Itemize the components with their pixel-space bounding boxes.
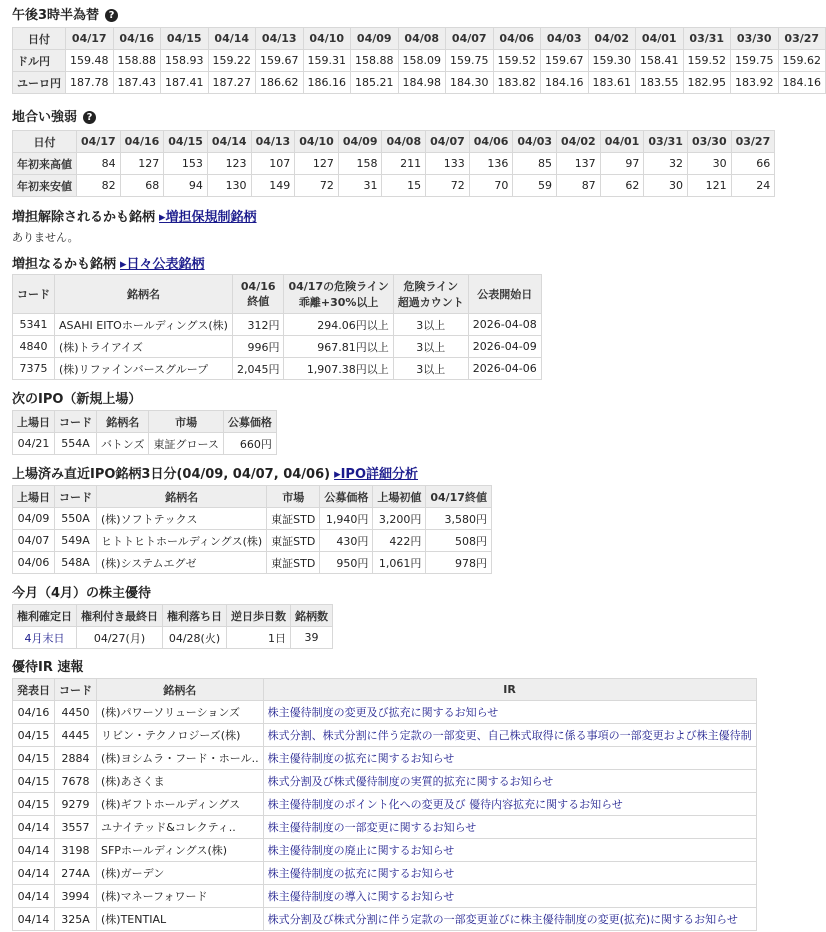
table-cell: リビン・テクノロジーズ(株) [97, 724, 264, 747]
table-cell: バトンズ [97, 433, 149, 455]
table-cell: 31 [338, 175, 382, 197]
header-cell: 04/17 [77, 131, 121, 153]
ir-table-wrap [12, 678, 755, 931]
header-row [13, 275, 542, 314]
table-cell: 5341 [13, 314, 55, 336]
table-row [13, 770, 757, 793]
table-row [13, 530, 492, 552]
header-cell: 04/10 [303, 28, 351, 50]
table-cell: 159.52 [493, 50, 541, 72]
table-cell: 7678 [55, 770, 97, 793]
header-cell: 公表開始日 [468, 275, 541, 314]
table-cell: 東証グロース [149, 433, 223, 455]
benefits-title: 今月（4月）の株主優待 [12, 586, 152, 601]
table-cell: 1,061円 [373, 552, 426, 574]
table-cell: 04/06 [13, 552, 55, 574]
table-cell: 04/14 [13, 839, 55, 862]
table-cell: 978円 [426, 552, 492, 574]
table-cell: 186.16 [303, 72, 351, 94]
header-cell: 04/16 終値 [232, 275, 284, 314]
margin-release-empty: ありません。 [12, 231, 79, 244]
table-row [13, 314, 542, 336]
table-cell: 325A [55, 908, 97, 931]
header-cell: 04/15 [161, 28, 209, 50]
header-cell-date: 日付 [13, 28, 66, 50]
table-cell: 184.98 [398, 72, 446, 94]
table-cell: 4840 [13, 336, 55, 358]
table-cell: 15 [382, 175, 426, 197]
header-cell: 04/08 [382, 131, 426, 153]
table-cell: 4450 [55, 701, 97, 724]
strength-section-title: 地合い強弱 ? [12, 106, 96, 125]
table-cell: 312円 [232, 314, 284, 336]
header-cell: 銘柄名 [97, 411, 149, 433]
link-cell[interactable]: 4月末日 [13, 627, 77, 649]
table-cell: 158.09 [398, 50, 446, 72]
header-cell: 04/01 [600, 131, 644, 153]
table-cell: 508円 [426, 530, 492, 552]
link-cell[interactable]: 株主優待制度の廃止に関するお知らせ [263, 839, 756, 862]
table-cell: 159.67 [541, 50, 589, 72]
table-cell: (株)TENTIAL [97, 908, 264, 931]
table-row [13, 793, 757, 816]
link-cell[interactable]: 株主優待制度の一部変更に関するお知らせ [263, 816, 756, 839]
table-cell: 548A [55, 552, 97, 574]
header-cell-date: 日付 [13, 131, 77, 153]
table-cell: 159.75 [731, 50, 779, 72]
table-cell: 159.75 [446, 50, 494, 72]
header-cell: 危険ライン 超過カウント [393, 275, 468, 314]
table-row [13, 552, 492, 574]
header-cell: 03/30 [687, 131, 731, 153]
header-cell: コード [55, 411, 97, 433]
header-cell: 04/09 [351, 28, 399, 50]
link-cell[interactable]: 株主優待制度のポイント化への変更及び 優待内容拡充に関するお知らせ [263, 793, 756, 816]
table-cell: 184.16 [778, 72, 826, 94]
header-cell: 04/14 [207, 131, 251, 153]
table-row [13, 816, 757, 839]
table-cell: (株)ガーデン [97, 862, 264, 885]
header-cell: 04/17 [66, 28, 114, 50]
table-cell: 159.48 [66, 50, 114, 72]
next-ipo-table [12, 410, 277, 455]
next-ipo-title: 次のIPO（新規上場） [12, 392, 142, 407]
table-cell: 2026-04-06 [468, 358, 541, 380]
table-cell: 04/14 [13, 816, 55, 839]
table-cell: 159.30 [588, 50, 636, 72]
table-cell: 187.78 [66, 72, 114, 94]
header-cell: 04/16 [113, 28, 161, 50]
table-cell: 185.21 [351, 72, 399, 94]
table-cell: 158.88 [113, 50, 161, 72]
table-cell: (株)トライアイズ [55, 336, 233, 358]
table-cell: 182.95 [683, 72, 731, 94]
row-label: 年初来高値 [13, 153, 77, 175]
table-cell: 4445 [55, 724, 97, 747]
table-cell: 62 [600, 175, 644, 197]
table-cell: ユナイテッド&コレクティ.. [97, 816, 264, 839]
header-cell: 03/30 [731, 28, 779, 50]
header-row [13, 28, 826, 50]
table-cell: 158.41 [636, 50, 684, 72]
header-cell: 03/27 [731, 131, 775, 153]
table-cell: 04/28(火) [163, 627, 227, 649]
fx-table [12, 27, 826, 94]
table-cell: 967.81円以上 [284, 336, 393, 358]
table-cell: 3,580円 [426, 508, 492, 530]
header-cell: 市場 [267, 486, 320, 508]
table-cell: 127 [295, 153, 339, 175]
header-cell: 04/17の危険ライン 乖離+30%以上 [284, 275, 393, 314]
fx-section-title: 午後3時半為替 ? [12, 4, 118, 23]
header-cell: コード [55, 486, 97, 508]
header-row [13, 679, 757, 701]
table-row [13, 433, 277, 455]
table-cell: 04/15 [13, 724, 55, 747]
table-cell: 133 [426, 153, 470, 175]
table-row [13, 72, 826, 94]
header-cell: 市場 [149, 411, 223, 433]
table-cell: 294.06円以上 [284, 314, 393, 336]
table-row [13, 153, 775, 175]
header-cell: 04/07 [426, 131, 470, 153]
table-row [13, 358, 542, 380]
header-cell: 04/09 [338, 131, 382, 153]
table-row [13, 336, 542, 358]
header-cell: コード [13, 275, 55, 314]
table-cell: 121 [687, 175, 731, 197]
header-cell: 権利付き最終日 [77, 605, 163, 627]
table-cell: 72 [295, 175, 339, 197]
table-cell: ヒトトヒトホールディングス(株) [97, 530, 267, 552]
table-cell: 550A [55, 508, 97, 530]
table-cell: 1,907.38円以上 [284, 358, 393, 380]
table-cell: 東証STD [267, 552, 320, 574]
table-cell: 183.61 [588, 72, 636, 94]
table-row [13, 885, 757, 908]
table-cell: (株)パワーソリューションズ [97, 701, 264, 724]
table-cell: 04/27(月) [77, 627, 163, 649]
table-cell: 04/14 [13, 862, 55, 885]
table-cell: 123 [207, 153, 251, 175]
table-cell: 153 [164, 153, 208, 175]
table-cell: 159.52 [683, 50, 731, 72]
table-cell: (株)あさくま [97, 770, 264, 793]
table-cell: (株)ヨシムラ・フード・ホール.. [97, 747, 264, 770]
header-cell: 公募価格 [320, 486, 373, 508]
table-cell: 184.30 [446, 72, 494, 94]
table-cell: 187.43 [113, 72, 161, 94]
header-cell: 上場日 [13, 486, 55, 508]
header-cell: 03/31 [683, 28, 731, 50]
fx-table-wrap [12, 27, 821, 94]
table-cell: 159.67 [256, 50, 304, 72]
header-cell: 04/07 [446, 28, 494, 50]
table-cell: 3557 [55, 816, 97, 839]
table-cell: 04/15 [13, 770, 55, 793]
header-cell: コード [55, 679, 97, 701]
table-cell: 85 [513, 153, 557, 175]
table-cell: 24 [731, 175, 775, 197]
recent-ipo-title: 上場済み直近IPO銘柄3日分(04/09, 04/07, 04/06) ▸IPO詳細分析 [12, 467, 419, 482]
table-cell: 184.16 [541, 72, 589, 94]
table-cell: 04/15 [13, 793, 55, 816]
ir-table [12, 678, 757, 931]
table-cell: 430円 [320, 530, 373, 552]
table-cell: SFPホールディングス(株) [97, 839, 264, 862]
table-cell: 186.62 [256, 72, 304, 94]
table-cell: 422円 [373, 530, 426, 552]
ipo-analysis-link[interactable]: ▸IPO詳細分析 [334, 467, 419, 482]
margin-release-title: 増担解除されるかも銘柄 ▸増担保規制銘柄 [12, 210, 257, 225]
header-cell: 公募価格 [223, 411, 276, 433]
header-cell: 04/03 [513, 131, 557, 153]
table-cell: ASAHI EITOホールディングス(株) [55, 314, 233, 336]
header-cell: IR [263, 679, 756, 701]
link-cell[interactable]: 株式分割、株式分割に伴う定款の一部変更、自己株式取得に係る事項の一部変更および株主優待制 [263, 724, 756, 747]
table-cell: (株)マネーフォワード [97, 885, 264, 908]
table-cell: 30 [644, 175, 688, 197]
header-cell: 銘柄名 [55, 275, 233, 314]
table-cell: 66 [731, 153, 775, 175]
table-cell: 04/14 [13, 885, 55, 908]
header-cell: 04/02 [588, 28, 636, 50]
table-row [13, 175, 775, 197]
strength-table [12, 130, 775, 197]
header-cell: 銘柄名 [97, 486, 267, 508]
table-cell: 2026-04-09 [468, 336, 541, 358]
table-cell: 187.41 [161, 72, 209, 94]
table-row [13, 508, 492, 530]
table-cell: 04/16 [13, 701, 55, 724]
header-cell: 04/06 [493, 28, 541, 50]
table-cell: 211 [382, 153, 426, 175]
table-cell: 70 [469, 175, 513, 197]
table-cell: 68 [120, 175, 164, 197]
table-cell: 158.93 [161, 50, 209, 72]
table-cell: (株)システムエグゼ [97, 552, 267, 574]
header-cell: 03/31 [644, 131, 688, 153]
header-cell: 04/15 [164, 131, 208, 153]
header-row [13, 131, 775, 153]
table-row [13, 747, 757, 770]
row-label: 年初来安値 [13, 175, 77, 197]
table-cell: 274A [55, 862, 97, 885]
header-row [13, 605, 333, 627]
header-cell: 03/27 [778, 28, 826, 50]
table-cell: 554A [55, 433, 97, 455]
table-cell: 84 [77, 153, 121, 175]
table-cell: 1日 [227, 627, 291, 649]
table-cell: 149 [251, 175, 295, 197]
header-cell: 逆日歩日数 [227, 605, 291, 627]
row-label: ユーロ円 [13, 72, 66, 94]
table-cell: 94 [164, 175, 208, 197]
table-cell: (株)リファインバースグループ [55, 358, 233, 380]
header-cell: 04/16 [120, 131, 164, 153]
table-cell: 04/09 [13, 508, 55, 530]
header-cell: 04/13 [256, 28, 304, 50]
header-cell: 銘柄名 [97, 679, 264, 701]
table-cell: 3198 [55, 839, 97, 862]
header-cell: 04/14 [208, 28, 256, 50]
table-cell: 87 [557, 175, 601, 197]
table-cell: 127 [120, 153, 164, 175]
table-cell: 04/07 [13, 530, 55, 552]
table-cell: 996円 [232, 336, 284, 358]
header-cell: 04/10 [295, 131, 339, 153]
table-cell: 3994 [55, 885, 97, 908]
table-cell: 159.22 [208, 50, 256, 72]
table-cell: 82 [77, 175, 121, 197]
table-cell: 183.82 [493, 72, 541, 94]
header-cell: 04/08 [398, 28, 446, 50]
table-cell: 東証STD [267, 530, 320, 552]
help-icon[interactable]: ? [105, 9, 118, 22]
link-cell[interactable]: 株式分割及び株式分割に伴う定款の一部変更並びに株主優待制度の変更(拡充)に関するお知らせ [263, 908, 756, 931]
table-row [13, 627, 333, 649]
header-cell: 銘柄数 [291, 605, 333, 627]
table-cell: 97 [600, 153, 644, 175]
table-cell: 2,045円 [232, 358, 284, 380]
link-cell[interactable]: 株主優待制度の拡充に関するお知らせ [263, 747, 756, 770]
ir-title: 優待IR 速報 [12, 660, 84, 675]
table-cell: 39 [291, 627, 333, 649]
table-cell: 549A [55, 530, 97, 552]
table-cell: 30 [687, 153, 731, 175]
link-cell[interactable]: 株式分割及び株式優待制度の実質的拡充に関するお知らせ [263, 770, 756, 793]
link-cell[interactable]: 株主優待制度の変更及び拡充に関するお知らせ [263, 701, 756, 724]
header-cell: 権利確定日 [13, 605, 77, 627]
header-cell: 権利落ち日 [163, 605, 227, 627]
header-row [13, 411, 277, 433]
row-label: ドル円 [13, 50, 66, 72]
table-cell: 3以上 [393, 358, 468, 380]
table-cell: 32 [644, 153, 688, 175]
margin-candidates-table [12, 274, 542, 380]
table-cell: (株)ギフトホールディングス [97, 793, 264, 816]
table-cell: 9279 [55, 793, 97, 816]
table-cell: 2026-04-08 [468, 314, 541, 336]
table-cell: 東証STD [267, 508, 320, 530]
table-cell: 04/14 [13, 908, 55, 931]
table-row [13, 701, 757, 724]
header-row [13, 486, 492, 508]
table-cell: 159.31 [303, 50, 351, 72]
table-cell: 187.27 [208, 72, 256, 94]
margin-candidates-title: 増担なるかも銘柄 ▸日々公表銘柄 [12, 257, 205, 272]
table-cell: 158 [338, 153, 382, 175]
benefits-table [12, 604, 333, 649]
table-cell: 3以上 [393, 336, 468, 358]
table-row [13, 839, 757, 862]
table-cell: 183.92 [731, 72, 779, 94]
table-cell: 3以上 [393, 314, 468, 336]
table-cell: (株)ソフトテックス [97, 508, 267, 530]
table-cell: 158.88 [351, 50, 399, 72]
table-cell: 136 [469, 153, 513, 175]
margin-regulation-link[interactable]: ▸増担保規制銘柄 [159, 210, 257, 225]
table-row [13, 908, 757, 931]
header-cell: 発表日 [13, 679, 55, 701]
table-cell: 3,200円 [373, 508, 426, 530]
header-cell: 04/03 [541, 28, 589, 50]
table-cell: 137 [557, 153, 601, 175]
table-cell: 107 [251, 153, 295, 175]
table-cell: 130 [207, 175, 251, 197]
daily-disclosure-link[interactable]: ▸日々公表銘柄 [120, 257, 205, 272]
table-cell: 183.55 [636, 72, 684, 94]
table-cell: 159.62 [778, 50, 826, 72]
table-cell: 72 [426, 175, 470, 197]
table-row [13, 50, 826, 72]
header-cell: 04/17終値 [426, 486, 492, 508]
table-cell: 660円 [223, 433, 276, 455]
table-cell: 1,940円 [320, 508, 373, 530]
table-cell: 950円 [320, 552, 373, 574]
table-cell: 04/15 [13, 747, 55, 770]
header-cell: 上場初値 [373, 486, 426, 508]
table-cell: 59 [513, 175, 557, 197]
header-cell: 04/02 [557, 131, 601, 153]
help-icon[interactable]: ? [83, 111, 96, 124]
header-cell: 04/13 [251, 131, 295, 153]
link-cell[interactable]: 株主優待制度の拡充に関するお知らせ [263, 862, 756, 885]
header-cell: 上場日 [13, 411, 55, 433]
link-cell[interactable]: 株主優待制度の導入に関するお知らせ [263, 885, 756, 908]
table-row [13, 862, 757, 885]
header-cell: 04/01 [636, 28, 684, 50]
table-cell: 04/21 [13, 433, 55, 455]
table-row [13, 724, 757, 747]
table-cell: 7375 [13, 358, 55, 380]
header-cell: 04/06 [469, 131, 513, 153]
table-cell: 2884 [55, 747, 97, 770]
recent-ipo-table [12, 485, 492, 574]
strength-table-wrap [12, 130, 771, 197]
